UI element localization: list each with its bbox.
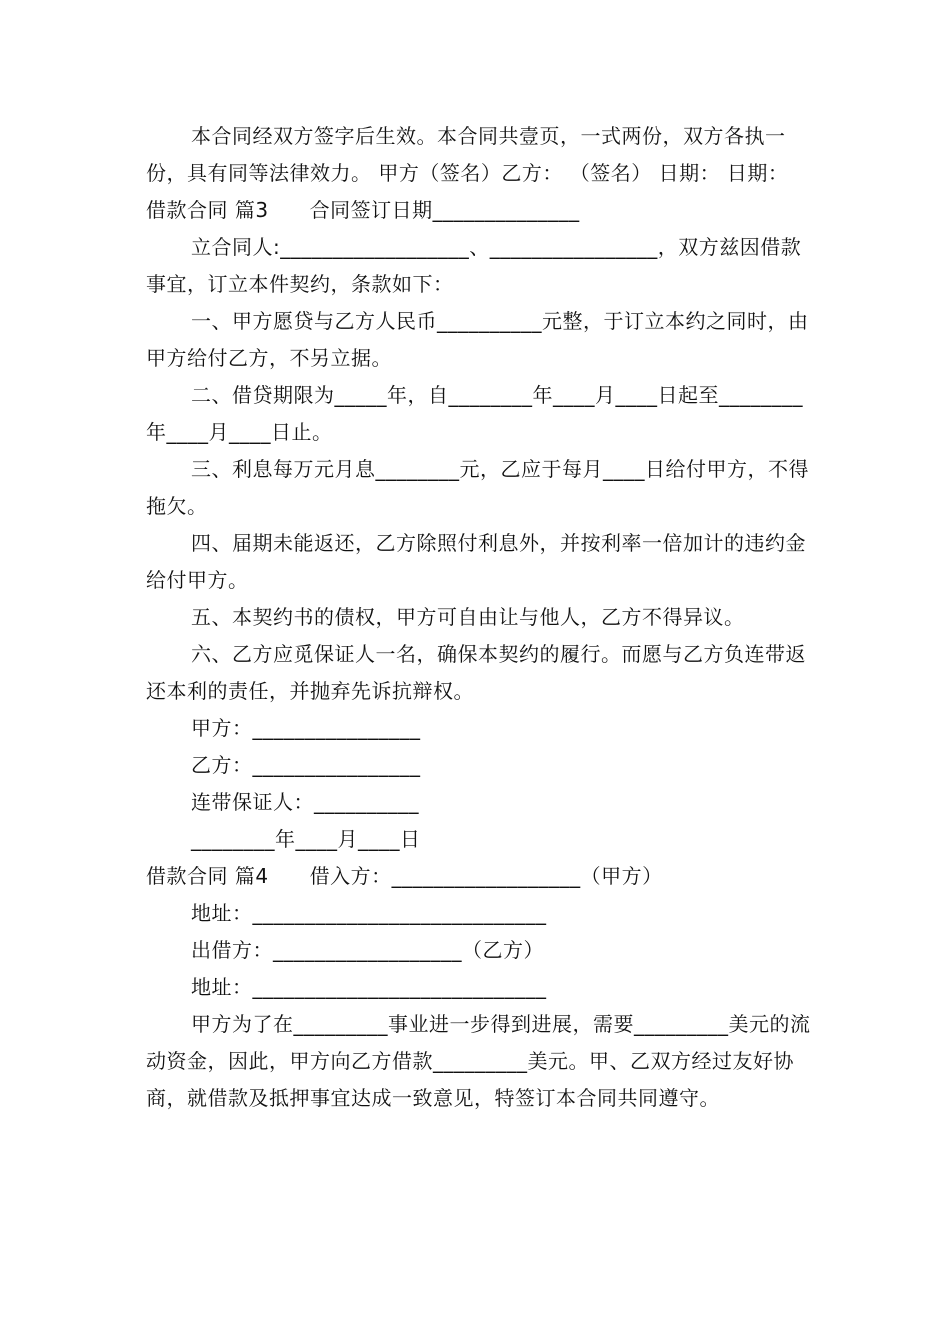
- signature-party-a: 甲方：________________: [191, 716, 421, 740]
- signature-party-b: 乙方：________________: [191, 753, 421, 777]
- signature-date: ________年____月____日: [191, 827, 421, 851]
- clause-5: 五、本契约书的债权，甲方可自由让与他人，乙方不得异议。: [191, 605, 745, 629]
- clause-4: 四、届期未能返还，乙方除照付利息外，并按利率一倍加计的违约金给付甲方。: [146, 531, 806, 592]
- paragraph-purpose: 甲方为了在_________事业进一步得到进展，需要_________美元的流动资金，因此，甲方向乙方借款_________美元。甲、乙双方经过友好协商，就借款及抵押事宜达成一致意见，特签订本合同共同遵守。: [146, 1012, 811, 1110]
- contract-text: [146, 118, 818, 1117]
- clause-3: 三、利息每万元月息________元，乙应于每月____日给付甲方，不得拖欠。: [146, 457, 809, 518]
- paragraph-effective-clause: 本合同经双方签字后生效。本合同共壹页，一式两份，双方各执一份，具有同等法律效力。 甲方（签名）乙方： （签名） 日期： 日期：: [146, 124, 789, 185]
- clause-2: 二、借贷期限为_____年，自________年____月____日起至________年____月____日止。: [146, 383, 803, 444]
- clause-6: 六、乙方应觅保证人一名，确保本契约的履行。而愿与乙方负连带返还本利的责任，并抛弃先诉抗辩权。: [146, 642, 806, 703]
- heading-contract-3: 借款合同 篇3 合同签订日期______________: [146, 198, 580, 222]
- lender-line: 出借方：__________________（乙方）: [191, 938, 544, 962]
- borrower-address: 地址：____________________________: [191, 901, 547, 925]
- clause-1: 一、甲方愿贷与乙方人民币__________元整，于订立本约之同时，由甲方给付乙方，不另立据。: [146, 309, 809, 370]
- signature-guarantor: 连带保证人：__________: [191, 790, 419, 814]
- lender-address: 地址：____________________________: [191, 975, 547, 999]
- heading-contract-4: 借款合同 篇4 借入方：__________________（甲方）: [146, 864, 663, 888]
- paragraph-parties: 立合同人:__________________、________________，双方兹因借款事宜，订立本件契约，条款如下：: [146, 235, 802, 296]
